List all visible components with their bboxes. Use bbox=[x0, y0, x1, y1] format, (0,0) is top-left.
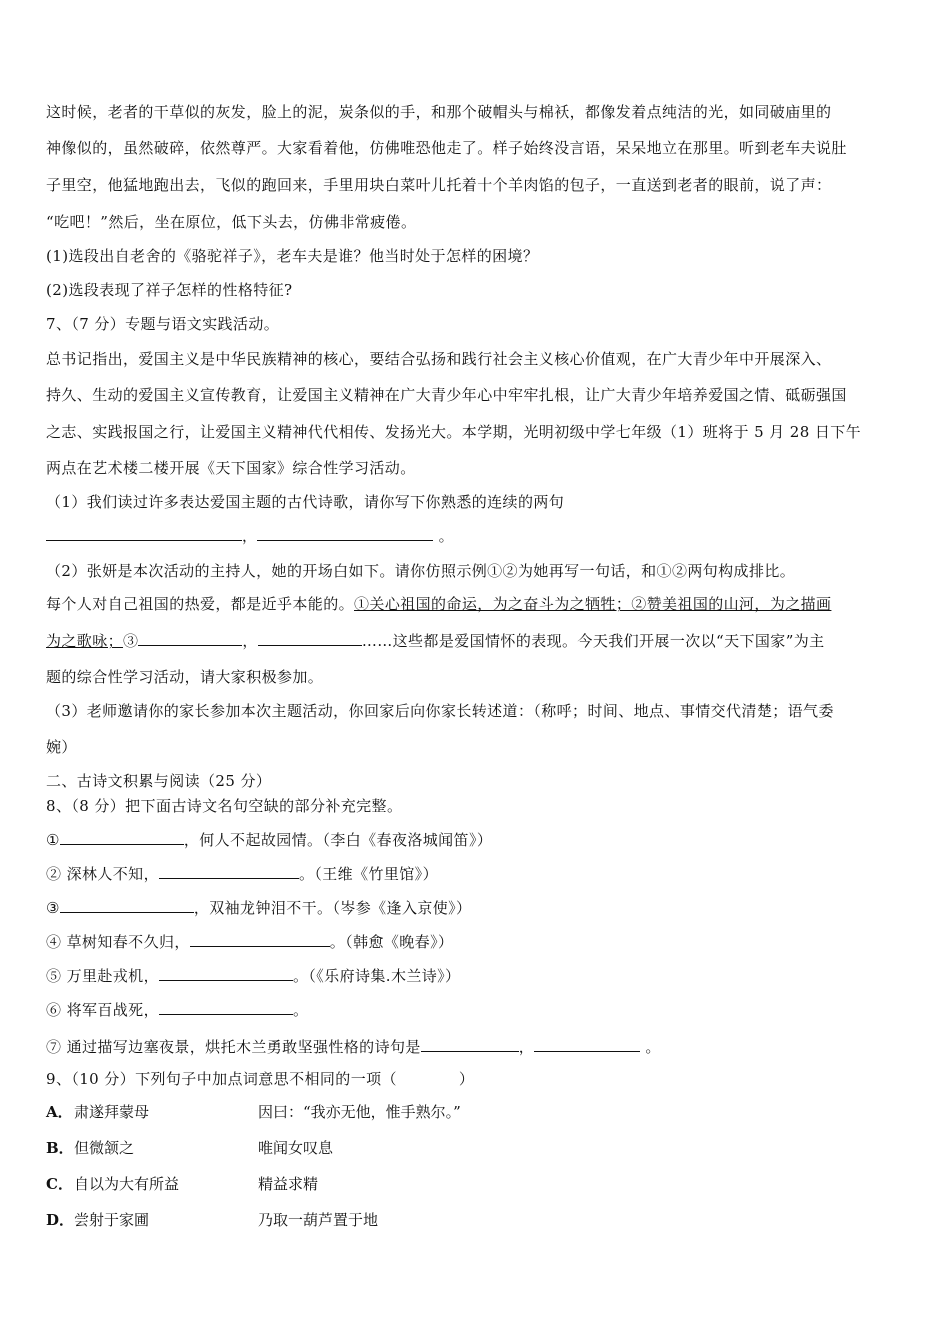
q7-para-2: 持久、生动的爱国主义宣传教育，让爱国主义精神在广大青少年心中牢牢扎根，让广大青少年培养爱国之情、砥砺强国 bbox=[46, 386, 847, 404]
passage-line-4: “吃吧！”然后，坐在原位，低下头去，仿佛非常疲倦。 bbox=[46, 213, 417, 231]
q7-para-1: 总书记指出，爱国主义是中华民族精神的核心，要结合弘扬和践行社会主义核心价值观，在广大青少年中开展深入、 bbox=[46, 350, 832, 368]
answer-blank[interactable] bbox=[190, 931, 330, 947]
q8-item-4: ④ 草树知春不久归， 。（韩愈《晚春》） bbox=[46, 933, 454, 951]
q7-para-4: 两点在艺术楼二楼开展《天下国家》综合性学习活动。 bbox=[46, 459, 416, 477]
q7-para-3: 之志、实践报国之行，让爱国主义精神代代相传、发扬光大。本学期，光明初级中学七年级（1）班将于 5 月 28 日下午 bbox=[46, 423, 862, 441]
passage-line-2: 神像似的，虽然破碎，依然尊严。大家看着他，仿佛唯恐他走了。样子始终没言语，呆呆地立在那里。听到老车夫说肚 bbox=[46, 139, 847, 157]
q8-item-3: ③ ，双袖龙钟泪不干。（岑参《逢入京使》） bbox=[46, 899, 472, 917]
q7-title: 7、（7 分）专题与语文实践活动。 bbox=[46, 315, 280, 333]
q8-item-5: ⑤ 万里赴戎机， 。（《乐府诗集.木兰诗》） bbox=[46, 967, 461, 985]
q6-sub1: (1)选段出自老舍的《骆驼祥子》，老车夫是谁？他当时处于怎样的困境？ bbox=[46, 247, 539, 265]
document-page: 这时候，老者的干草似的灰发，脸上的泥，炭条似的手，和那个破帽头与棉袄，都像发着点纯洁的光，如同破庙里的 神像似的，虽然破碎，依然尊严。大家看着他，仿佛唯恐他走了。样子始终没言语，呆呆地立在那里。听到老车夫说肚 子里空，他猛地跑出去，飞似的跑回来，手里用块白菜叶儿托着十个羊肉馅的包子，一直送到老者的眼前，说了声： “吃吧！”然后，坐在原位，低下头去，仿佛非常疲倦。 (1)选段出自老舍的《骆驼祥子》，老车夫是谁？他当时处于怎样的困境？ (2)选段表现了祥子怎样的性格特征? 7、（7 分）专题与语文实践活动。 总书记指出，爱国主义是中华民族精神的核心，要结合弘扬和践行社会主义核心价值观，在广大青少年中开展深入、 持久、生动的爱国主义宣传教育，让爱国主义精神在广大青少年心中牢牢扎根，让广大青少年培养爱国之情、砥砺强国 之志、实践报国之行，让爱国主义精神代代相传、发扬光大。本学期，光明初级中学七年级（1）班将于 5 月 28 日下午 两点在艺术楼二楼开展《天下国家》综合性学习活动。 （1）我们读过许多表达爱国主题的古代诗歌，请你写下你熟悉的连续的两句 ， 。 （2）张妍是本次活动的主持人，她的开场白如下。请你仿照示例①②为她再写一句话，和①②两句构成排比。 每个人对自己祖国的热爱，都是近乎本能的。①关心祖国的命运，为之奋斗为之牺牲；②赞美祖国的山河，为之描画 为之歌咏；③ ， ……这些都是爱国情怀的表现。今天我们开展一次以“天下国家”为主 题的综合性学习活动，请大家积极参加。 （3）老师邀请你的家长参加本次主题活动，你回家后向你家长转述道：（称呼；时间、地点、事情交代清楚；语气委 婉） 二、古诗文积累与阅读（25 分） 8、（8 分）把下面古诗文名句空缺的部分补充完整。 ① ，何人不起故园情。（李白《春夜洛城闻笛》） ② 深林人不知， 。（王维《竹里馆》） ③ ，双袖龙钟泪不干。（岑参《逢入京使》） ④ 草树知春不久归， 。（韩愈《晚春》） ⑤ 万里赴戎机， 。（《乐府诗集.木兰诗》） ⑥ 将军百战死， 。 ⑦ 通过描写边塞夜景，烘托木兰勇敢坚强性格的诗句是 ， 。 9、（10 分）下列句子中加点词意思不相同的一项（ ） A． 肃遂拜蒙母 因曰：“我亦无他，惟手熟尔。” B． 但微颔之 唯闻女叹息 C． 自以为大有所益 精益求精 D． 尝射于家圃 乃取一葫芦置于地 bbox=[0, 0, 950, 1344]
answer-blank[interactable] bbox=[258, 630, 362, 646]
answer-blank[interactable] bbox=[60, 829, 184, 845]
q8-item-6: ⑥ 将军百战死， 。 bbox=[46, 1001, 309, 1019]
q7-sub1-answer: ， 。 bbox=[46, 525, 908, 547]
q7-sub2-line2: 为之歌咏；③ ， ……这些都是爱国情怀的表现。今天我们开展一次以“天下国家”为主 bbox=[46, 632, 825, 650]
q9-title: 9、（10 分）下列句子中加点词意思不相同的一项（ ） bbox=[46, 1070, 475, 1088]
q8-title: 8、（8 分）把下面古诗文名句空缺的部分补充完整。 bbox=[46, 797, 403, 815]
q6-sub2: (2)选段表现了祥子怎样的性格特征? bbox=[46, 281, 293, 299]
answer-blank[interactable] bbox=[159, 999, 293, 1015]
q8-item-1: ① ，何人不起故园情。（李白《春夜洛城闻笛》） bbox=[46, 831, 493, 849]
q7-sub3-line1: （3）老师邀请你的家长参加本次主题活动，你回家后向你家长转述道：（称呼；时间、地点、事情交代清楚；语气委 bbox=[46, 702, 834, 720]
answer-blank[interactable] bbox=[421, 1036, 519, 1052]
q8-item-7: ⑦ 通过描写边塞夜景，烘托木兰勇敢坚强性格的诗句是 ， 。 bbox=[46, 1038, 661, 1056]
q7-sub2-line3: 题的综合性学习活动，请大家积极参加。 bbox=[46, 668, 324, 686]
answer-blank[interactable] bbox=[159, 965, 293, 981]
answer-blank[interactable] bbox=[534, 1036, 640, 1052]
passage-line-1: 这时候，老者的干草似的灰发，脸上的泥，炭条似的手，和那个破帽头与棉袄，都像发着点纯洁的光，如同破庙里的 bbox=[46, 103, 832, 121]
q7-sub1: （1）我们读过许多表达爱国主题的古代诗歌，请你写下你熟悉的连续的两句 bbox=[46, 493, 565, 511]
answer-blank[interactable] bbox=[138, 630, 242, 646]
answer-blank[interactable] bbox=[46, 525, 242, 541]
passage-line-3: 子里空，他猛地跑出去，飞似的跑回来，手里用块白菜叶儿托着十个羊肉馅的包子，一直送到老者的眼前，说了声： bbox=[46, 176, 832, 194]
q7-sub2: （2）张妍是本次活动的主持人，她的开场白如下。请你仿照示例①②为她再写一句话，和①②两句构成排比。 bbox=[46, 562, 796, 580]
answer-blank[interactable] bbox=[60, 897, 194, 913]
section-2-title: 二、古诗文积累与阅读（25 分） bbox=[46, 772, 272, 790]
q8-item-2: ② 深林人不知， 。（王维《竹里馆》） bbox=[46, 865, 438, 883]
q7-sub2-line1: 每个人对自己祖国的热爱，都是近乎本能的。①关心祖国的命运，为之奋斗为之牺牲；②赞美祖国的山河，为之描画 bbox=[46, 595, 832, 613]
answer-blank[interactable] bbox=[257, 525, 433, 541]
answer-blank[interactable] bbox=[159, 863, 299, 879]
q7-sub3-line2: 婉） bbox=[46, 738, 77, 756]
